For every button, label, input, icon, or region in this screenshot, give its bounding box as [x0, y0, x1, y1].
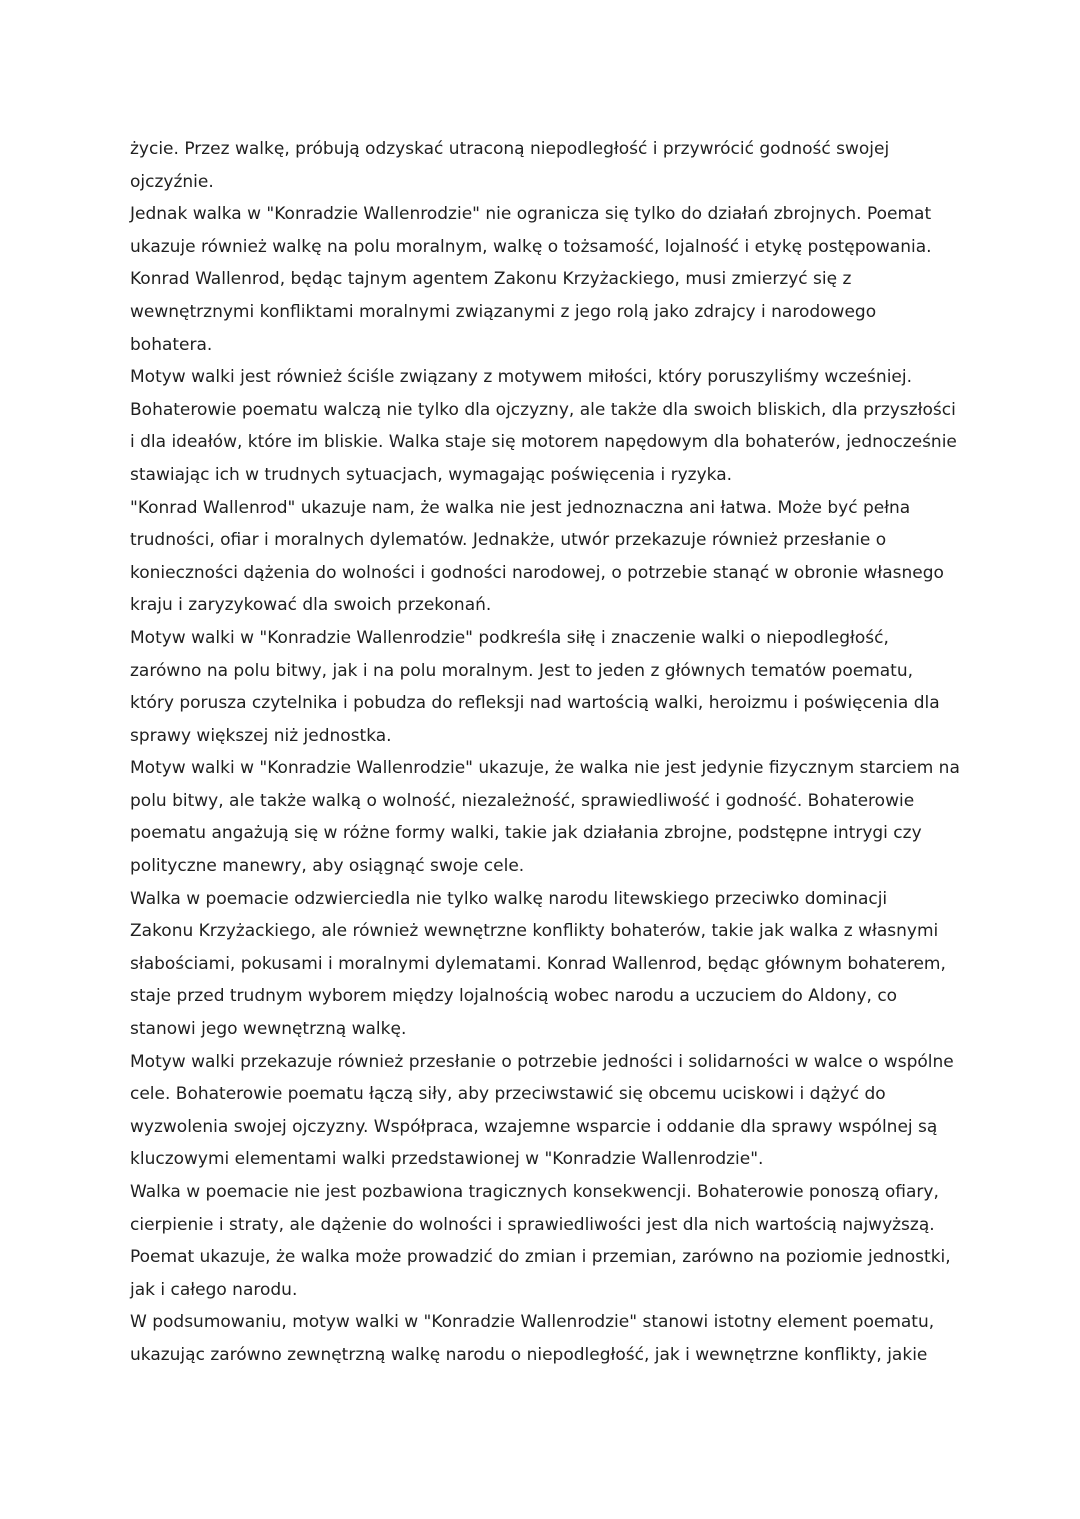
text-line: i dla ideałów, które im bliskie. Walka staje się motorem napędowym dla bohaterów, jednocześnie: [130, 432, 957, 453]
text-line: słabościami, pokusami i moralnymi dylematami. Konrad Wallenrod, będąc głównym bohaterem,: [130, 953, 946, 974]
text-line: polu bitwy, ale także walką o wolność, niezależność, sprawiedliwość i godność. Bohaterowie: [130, 790, 915, 811]
text-line: Bohaterowie poematu walczą nie tylko dla ojczyzny, ale także dla swoich bliskich, dla przyszłości: [130, 399, 956, 420]
text-line: jak i całego narodu.: [130, 1279, 298, 1300]
text-line: "Konrad Wallenrod" ukazuje nam, że walka nie jest jednoznaczna ani łatwa. Może być pełna: [130, 497, 911, 518]
text-line: wyzwolenia swojej ojczyzny. Współpraca, wzajemne wsparcie i oddanie dla sprawy wspólnej są: [130, 1116, 938, 1137]
text-line: stanowi jego wewnętrzną walkę.: [130, 1019, 407, 1040]
text-line: Zakonu Krzyżackiego, ale również wewnętrzne konflikty bohaterów, takie jak walka z własnymi: [130, 921, 939, 942]
text-line: Motyw walki w "Konradzie Wallenrodzie" ukazuje, że walka nie jest jedynie fizycznym starciem na: [130, 758, 960, 779]
text-line: Motyw walki jest również ściśle związany z motywem miłości, który poruszyliśmy wcześniej.: [130, 367, 912, 388]
text-line: kraju i zaryzykować dla swoich przekonań.: [130, 595, 492, 616]
text-line: ojczyźnie.: [130, 171, 214, 192]
text-line: ukazując zarówno zewnętrzną walkę narodu o niepodległość, jak i wewnętrzne konflikty, jakie: [130, 1344, 928, 1365]
text-line: staje przed trudnym wyborem między lojalnością wobec narodu a uczuciem do Aldony, co: [130, 986, 898, 1007]
text-line: Konrad Wallenrod, będąc tajnym agentem Zakonu Krzyżackiego, musi zmierzyć się z: [130, 269, 852, 290]
text-line: stawiając ich w trudnych sytuacjach, wymagając poświęcenia i ryzyka.: [130, 464, 733, 485]
text-line: konieczności dążenia do wolności i godności narodowej, o potrzebie stanąć w obronie własnego: [130, 562, 944, 583]
text-line: W podsumowaniu, motyw walki w "Konradzie Wallenrodzie" stanowi istotny element poematu,: [130, 1312, 935, 1333]
text-line: życie. Przez walkę, próbują odzyskać utraconą niepodległość i przywrócić godność swojej: [130, 139, 890, 159]
text-line: Motyw walki przekazuje również przesłanie o potrzebie jedności i solidarności w walce o wspólne: [130, 1051, 954, 1072]
text-line: Jednak walka w "Konradzie Wallenrodzie" nie ogranicza się tylko do działań zbrojnych. Poemat: [130, 204, 932, 225]
text-line: sprawy większej niż jednostka.: [130, 725, 392, 746]
text-line: bohatera.: [130, 334, 213, 355]
text-line: cierpienie i straty, ale dążenie do wolności i sprawiedliwości jest dla nich wartością najwyższą.: [130, 1214, 935, 1235]
text-line: Motyw walki w "Konradzie Wallenrodzie" podkreśla siłę i znaczenie walki o niepodległość,: [130, 627, 889, 648]
text-line: Walka w poemacie odzwierciedla nie tylko walkę narodu litewskiego przeciwko dominacji: [130, 888, 888, 909]
text-line: wewnętrznymi konfliktami moralnymi związanymi z jego rolą jako zdrajcy i narodowego: [130, 301, 877, 322]
text-line: Poemat ukazuje, że walka może prowadzić do zmian i przemian, zarówno na poziomie jednostki,: [130, 1247, 951, 1268]
text-line: polityczne manewry, aby osiągnąć swoje cele.: [130, 856, 525, 877]
text-line: który porusza czytelnika i pobudza do refleksji nad wartością walki, heroizmu i poświęcenia dla: [130, 693, 940, 714]
text-line: trudności, ofiar i moralnych dylematów. Jednakże, utwór przekazuje również przesłanie o: [130, 530, 887, 551]
text-line: zarówno na polu bitwy, jak i na polu moralnym. Jest to jeden z głównych tematów poematu,: [130, 660, 914, 681]
document-body-text: [130, 133, 960, 1372]
text-line: poematu angażują się w różne formy walki, takie jak działania zbrojne, podstępne intrygi czy: [130, 823, 922, 844]
text-line: ukazuje również walkę na polu moralnym, walkę o tożsamość, lojalność i etykę postępowania.: [130, 236, 932, 257]
text-line: cele. Bohaterowie poematu łączą siły, aby przeciwstawić się obcemu uciskowi i dążyć do: [130, 1084, 886, 1105]
text-line: kluczowymi elementami walki przedstawionej w "Konradzie Wallenrodzie".: [130, 1149, 764, 1170]
text-line: Walka w poemacie nie jest pozbawiona tragicznych konsekwencji. Bohaterowie ponoszą ofiary,: [130, 1182, 939, 1202]
